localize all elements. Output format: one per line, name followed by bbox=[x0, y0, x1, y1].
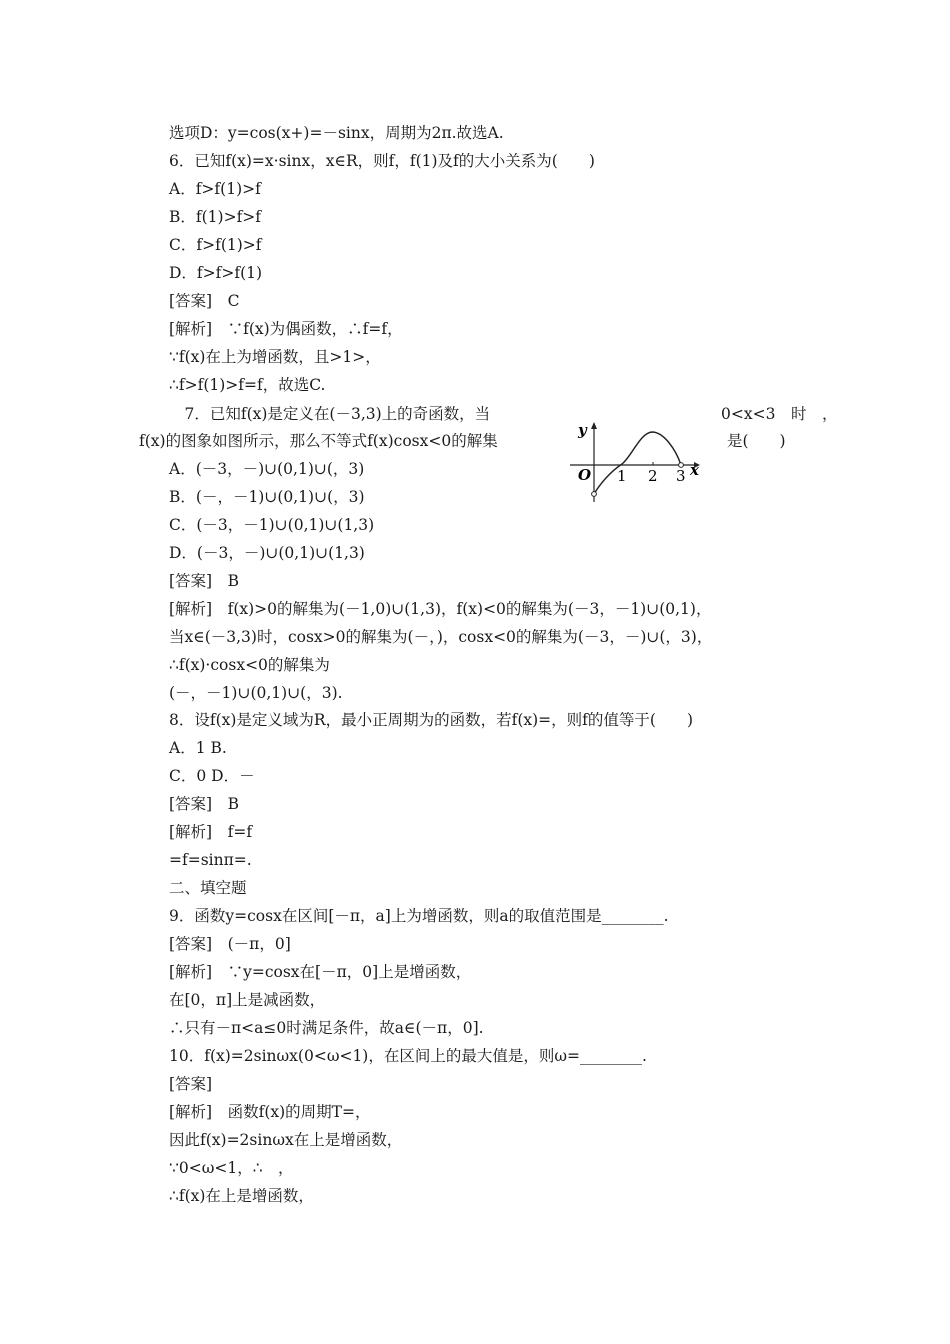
text-line: 6．已知f(x)=x·sinx，x∈R，则f，f(1)及f的大小关系为( ) bbox=[169, 152, 595, 170]
text-line: A．(－3，－)∪(0,1)∪(，3) bbox=[169, 460, 365, 478]
text-line: 二、填空题 bbox=[169, 879, 247, 897]
origin-label: O bbox=[578, 466, 592, 484]
text-line: 因此f(x)=2sinωx在上是增函数， bbox=[169, 1131, 403, 1149]
x-tick-label-1: 1 bbox=[617, 467, 627, 485]
y-axis-label: y bbox=[578, 421, 587, 439]
text-line: =f=sinπ=. bbox=[169, 851, 252, 869]
function-graph-figure bbox=[566, 418, 706, 508]
text-line: [答案] (－π，0] bbox=[169, 935, 291, 953]
text-line: [答案] B bbox=[169, 572, 239, 590]
text-line: ∴f>f(1)>f=f，故选C. bbox=[169, 376, 326, 394]
text-line: ∴只有－π<a≤0时满足条件，故a∈(－π，0]. bbox=[169, 1019, 484, 1037]
x-tick-label-2: 2 bbox=[648, 467, 658, 485]
text-line: B．(－，－1)∪(0,1)∪(，3) bbox=[169, 488, 365, 506]
text-line: [答案] B bbox=[169, 795, 239, 813]
function-curve bbox=[594, 432, 681, 494]
text-line: [答案] bbox=[169, 1075, 213, 1093]
text-line: 在[0，π]上是减函数， bbox=[169, 991, 326, 1009]
text-line: f(x)的图象如图所示，那么不等式f(x)cosx<0的解集 bbox=[139, 432, 498, 450]
x-axis-label: x bbox=[690, 461, 699, 479]
text-line: A．f>f(1)>f bbox=[169, 180, 261, 198]
text-line: [解析] 函数f(x)的周期T=， bbox=[169, 1103, 371, 1121]
text-line: [解析] f(x)>0的解集为(－1,0)∪(1,3)，f(x)<0的解集为(－3，－1)∪(0,1)， bbox=[169, 600, 712, 618]
text-line: C．0 D．－ bbox=[169, 767, 255, 785]
text-line: ∵0<ω<1，∴ ， bbox=[169, 1159, 294, 1177]
question-7-condition-text: 0<x<3 时 ， bbox=[721, 405, 838, 423]
text-line: ∴f(x)·cosx<0的解集为 bbox=[169, 656, 330, 674]
text-line: 8．设f(x)是定义域为R，最小正周期为的函数，若f(x)=，则f的值等于( ) bbox=[169, 711, 693, 729]
text-line: [解析] ∵y=cosx在[－π，0]上是增函数， bbox=[169, 963, 472, 981]
text-line: ∴f(x)在上是增函数， bbox=[169, 1187, 314, 1205]
text-line: [解析] f=f bbox=[169, 823, 253, 841]
text-line: [解析] ∵f(x)为偶函数，∴f=f， bbox=[169, 320, 403, 338]
y-axis-arrow bbox=[591, 422, 597, 429]
text-line: B．f(1)>f>f bbox=[169, 208, 262, 226]
text-line: C．(－3，－1)∪(0,1)∪(1,3) bbox=[169, 516, 375, 534]
text-line: 选项D：y=cos(x+)=－sinx，周期为2π.故选A. bbox=[169, 124, 504, 142]
text-line: 当x∈(－3,3)时，cosx>0的解集为(－，)，cosx<0的解集为(－3，－)∪(，3)， bbox=[169, 628, 713, 646]
question-7-answer-prompt: 是( ) bbox=[727, 432, 786, 450]
text-line: ∵f(x)在上为增函数，且>1>， bbox=[169, 348, 381, 366]
text-line: A．1 B. bbox=[169, 739, 227, 757]
text-line: [答案] C bbox=[169, 292, 240, 310]
text-line: (－，－1)∪(0,1)∪(，3). bbox=[169, 684, 343, 702]
text-line: D．(－3，－)∪(0,1)∪(1,3) bbox=[169, 544, 365, 562]
text-line: 7．已知f(x)是定义在(－3,3)上的奇函数，当 bbox=[169, 405, 491, 423]
text-line: D．f>f>f(1) bbox=[169, 264, 263, 282]
text-line: 9．函数y=cosx在区间[－π，a]上为增函数，则a的取值范围是________. bbox=[169, 907, 669, 925]
text-line: 10．f(x)=2sinωx(0<ω<1)，在区间上的最大值是，则ω=________. bbox=[169, 1047, 647, 1065]
x-tick-label-3: 3 bbox=[676, 467, 686, 485]
text-line: C．f>f(1)>f bbox=[169, 236, 262, 254]
open-endpoint-left bbox=[592, 492, 597, 497]
